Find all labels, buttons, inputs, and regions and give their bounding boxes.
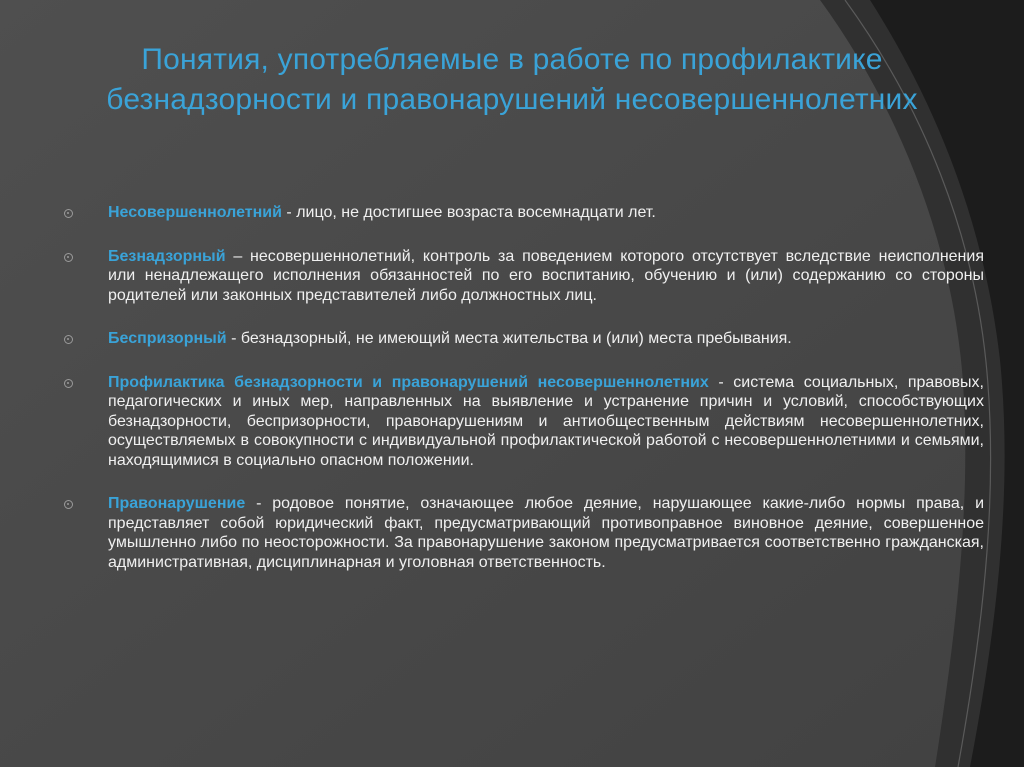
term: Беспризорный [108,330,227,347]
bullet-icon [64,209,73,218]
bullet-icon [64,253,73,262]
term: Несовершеннолетний [108,204,282,221]
term: Правонарушение [108,495,246,512]
definition-text [108,494,984,572]
list-item [64,247,984,306]
title-line-1: Понятия, употребляемые в работе по профилактике [141,43,883,76]
definitions-list [64,203,984,596]
definition: – несовершеннолетний, контроль за поведением которого отсутствует вследствие неисполнения или ненадлежащего исполнения обязанностей по его воспитанию, обучению и (или) содержанию со стороны родителей или законных представителей либо должностных лиц. [108,247,984,304]
bullet-icon [64,379,73,388]
definition-text [108,329,984,349]
term: Профилактика безнадзорности и правонарушений несовершеннолетних [108,373,709,391]
list-item [64,329,984,349]
title-line-2: безнадзорности и правонарушений несовершеннолетних [106,83,918,116]
definition: - лицо, не достигшее возраста восемнадцати лет. [281,204,656,221]
term: Безнадзорный [108,247,226,265]
definition: - родовое понятие, означающее любое деяние, нарушающее какие-либо нормы права, и представляет собой юридический факт, предусматривающий противоправное виновное деяние, совершенное умышленно либо по неосторожности. За правонарушение законом предусматривается соответственно гражданская, административная, дисциплинарная и уголовная ответственность. [108,495,984,571]
definition-text [108,373,984,471]
slide-title [60,40,964,120]
definition-text [108,247,984,306]
definition: - система социальных, правовых, педагогических и иных мер, направленных на выявление и устранение причин и условий, способствующих безнадзорности, беспризорности, правонарушениям и антиобщественным действиям несовершеннолетних, осуществляемых в совокупности с индивидуальной профилактической работой с несовершеннолетними и семьями, находящимися в социально опасном положении. [108,373,984,469]
list-item [64,203,984,223]
list-item [64,373,984,471]
bullet-icon [64,500,73,509]
list-item [64,494,984,572]
bullet-icon [64,335,73,344]
definition: - безнадзорный, не имеющий места жительства и (или) места пребывания. [226,330,792,347]
definition-text [108,203,984,223]
